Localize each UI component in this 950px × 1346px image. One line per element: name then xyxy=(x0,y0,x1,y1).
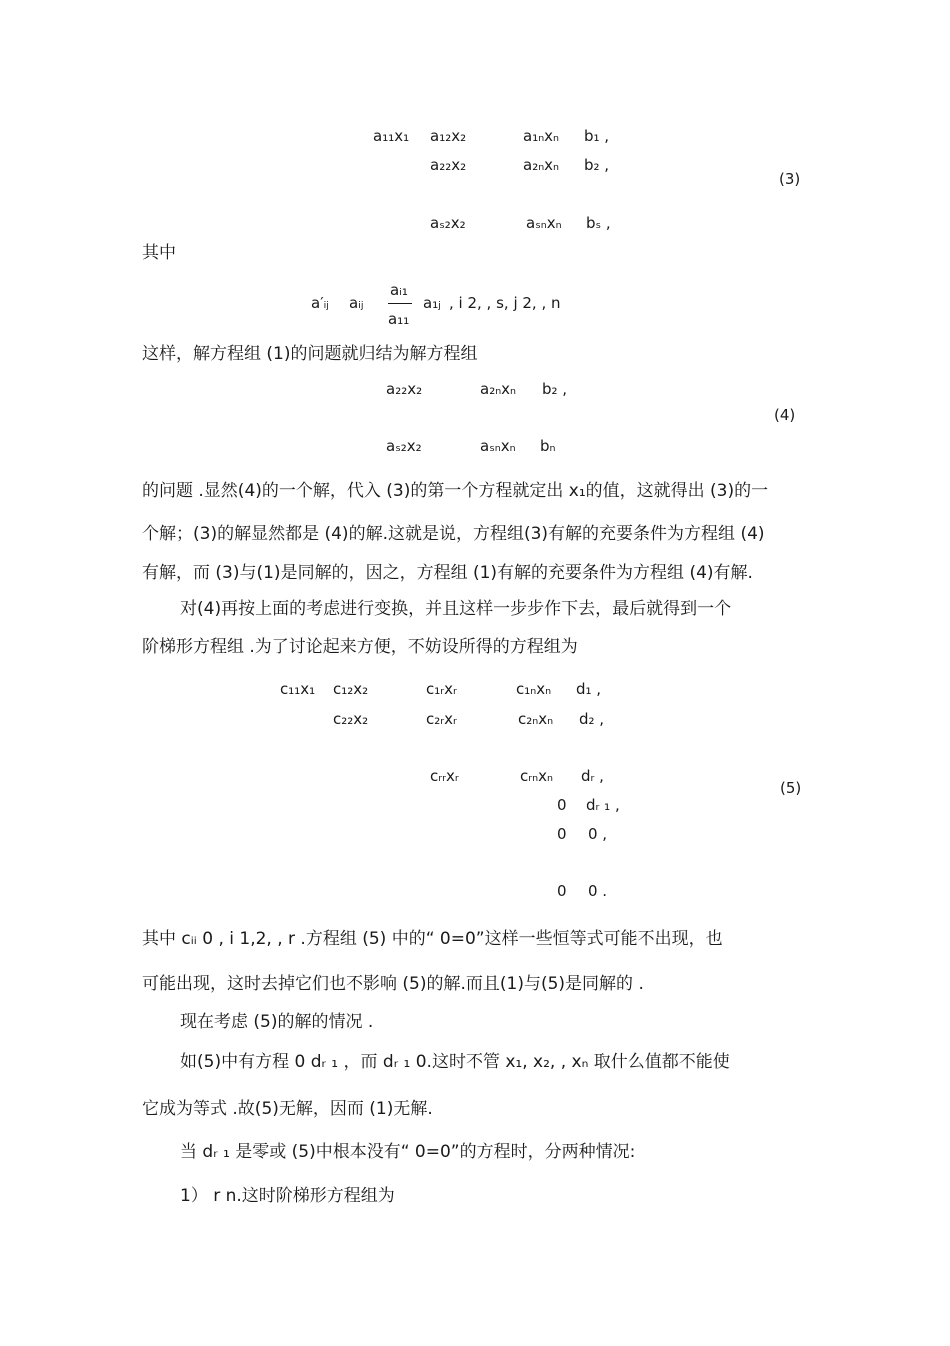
eq3-r2-t1: a₂₂x₂ xyxy=(430,156,467,174)
eq5-r1-t4: c₁ₙxₙ xyxy=(516,680,552,698)
eq3-r3-t1: aₛ₂x₂ xyxy=(430,214,466,232)
paragraph-4-line-1: 其中 cᵢᵢ 0 , i 1,2, , r .方程组 (5) 中的“ 0=0”这样一些恒等式可能不出现，也 xyxy=(142,929,723,949)
paragraph-6-line-2: 它成为等式 .故(5)无解，因而 (1)无解. xyxy=(142,1099,433,1119)
eq5-r1-t1: c₁₁x₁ xyxy=(280,680,316,698)
eq4-r2-t1: aₛ₂x₂ xyxy=(386,437,422,455)
eq5-r6-lhs: 0 xyxy=(557,882,567,900)
eq4-number: (4) xyxy=(774,406,796,424)
eq5-r3-rhs: dᵣ , xyxy=(581,767,604,785)
formula-aij: aᵢⱼ xyxy=(349,294,364,312)
eq3-r1-t3: a₁ₙxₙ xyxy=(523,127,560,145)
fraction-numerator: aᵢ₁ xyxy=(390,281,408,299)
qizhong-label: 其中 xyxy=(142,243,176,263)
eq3-r1-t1: a₁₁x₁ xyxy=(373,127,410,145)
paragraph-5: 现在考虑 (5)的解的情况 . xyxy=(180,1012,374,1032)
eq3-r3-rhs: bₛ , xyxy=(586,214,611,232)
eq5-r5-rhs: 0 , xyxy=(588,825,608,843)
paragraph-7: 当 dᵣ ₁ 是零或 (5)中根本没有“ 0=0”的方程时，分两种情况: xyxy=(180,1142,636,1162)
eq5-r4-lhs: 0 xyxy=(557,796,567,814)
eq5-r2-rhs: d₂ , xyxy=(579,710,605,728)
eq4-r1-t2: a₂ₙxₙ xyxy=(480,380,517,398)
eq4-r2-rhs: bₙ xyxy=(540,437,556,455)
paragraph-6-line-1: 如(5)中有方程 0 dᵣ ₁ ，而 dᵣ ₁ 0.这时不管 x₁, x₂, , xₙ 取什么值都不能使 xyxy=(180,1052,730,1072)
eq5-r1-t2: c₁₂x₂ xyxy=(333,680,369,698)
fraction-bar xyxy=(388,303,412,304)
paragraph-2-line-3: 有解，而 (3)与(1)是同解的，因之，方程组 (1)有解的充要条件为方程组 (4)有解. xyxy=(142,563,753,583)
paragraph-2-line-2: 个解；(3)的解显然都是 (4)的解.这就是说，方程组(3)有解的充要条件为方程组 (4) xyxy=(142,524,765,544)
paragraph-2-line-1: 的问题 .显然(4)的一个解，代入 (3)的第一个方程就定出 x₁的值，这就得出 (3)的一 xyxy=(142,481,769,501)
paragraph-3-line-1: 对(4)再按上面的考虑进行变换，并且这样一步步作下去，最后就得到一个 xyxy=(180,599,732,619)
eq5-number: (5) xyxy=(780,779,802,797)
paragraph-3-line-2: 阶梯形方程组 .为了讨论起来方便，不妨设所得的方程组为 xyxy=(142,637,578,657)
eq5-r6-rhs: 0 . xyxy=(588,882,608,900)
eq5-r3-t1: cᵣᵣxᵣ xyxy=(430,767,459,785)
eq5-r1-t3: c₁ᵣxᵣ xyxy=(426,680,457,698)
fraction-denominator: a₁₁ xyxy=(388,310,410,328)
eq3-r1-rhs: b₁ , xyxy=(584,127,610,145)
eq3-r2-t2: a₂ₙxₙ xyxy=(523,156,560,174)
formula-index-range: , i 2, , s, j 2, , n xyxy=(449,294,561,312)
eq5-r2-t2: c₂ᵣxᵣ xyxy=(426,710,457,728)
eq5-r2-t3: c₂ₙxₙ xyxy=(518,710,554,728)
eq5-r4-rhs: dᵣ ₁ , xyxy=(586,796,620,814)
eq4-r1-rhs: b₂ , xyxy=(542,380,568,398)
eq5-r5-lhs: 0 xyxy=(557,825,567,843)
paragraph-reduce: 这样，解方程组 (1)的问题就归结为解方程组 xyxy=(142,344,478,364)
eq5-r3-t2: cᵣₙxₙ xyxy=(520,767,553,785)
formula-lhs: a′ᵢⱼ xyxy=(311,294,329,312)
eq4-r1-t1: a₂₂x₂ xyxy=(386,380,423,398)
eq3-number: (3) xyxy=(779,170,801,188)
eq4-r2-t2: aₛₙxₙ xyxy=(480,437,516,455)
eq3-r2-rhs: b₂ , xyxy=(584,156,610,174)
eq3-r3-t2: aₛₙxₙ xyxy=(526,214,562,232)
eq3-r1-t2: a₁₂x₂ xyxy=(430,127,467,145)
paragraph-8: 1） r n.这时阶梯形方程组为 xyxy=(180,1186,395,1206)
eq5-r2-t1: c₂₂x₂ xyxy=(333,710,369,728)
paragraph-4-line-2: 可能出现，这时去掉它们也不影响 (5)的解.而且(1)与(5)是同解的 . xyxy=(142,974,644,994)
eq5-r1-rhs: d₁ , xyxy=(576,680,602,698)
formula-a1j: a₁ⱼ xyxy=(423,294,441,312)
